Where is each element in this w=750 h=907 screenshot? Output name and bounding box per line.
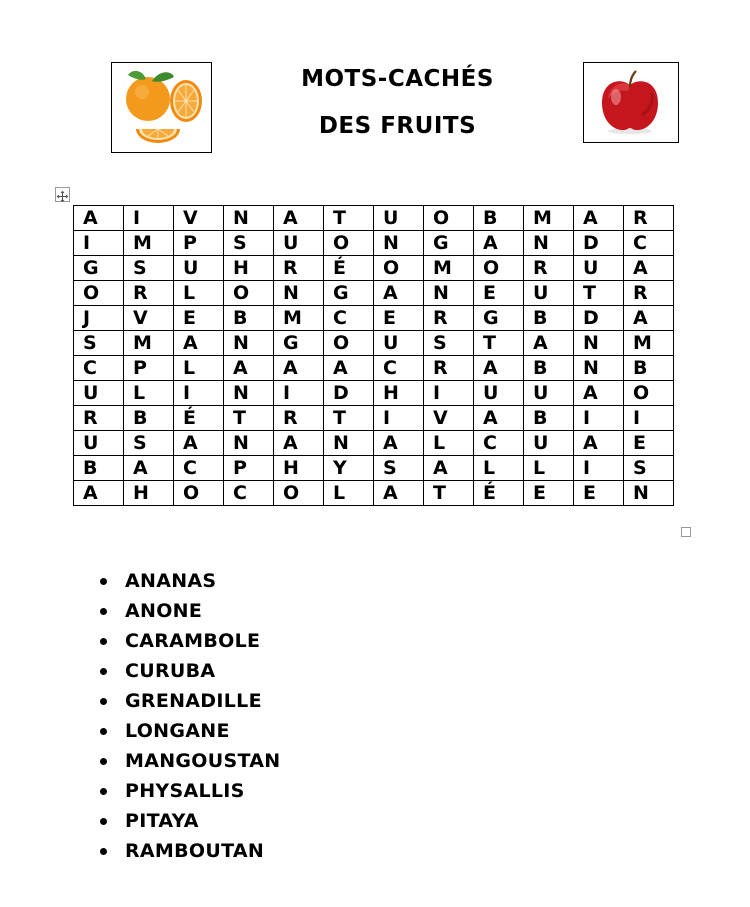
move-arrows-icon <box>56 190 69 203</box>
grid-cell[interactable]: T <box>474 331 524 356</box>
bullet-icon <box>100 758 107 765</box>
grid-cell[interactable]: A <box>274 206 324 231</box>
grid-cell[interactable]: L <box>324 481 374 506</box>
grid-cell[interactable]: L <box>524 456 574 481</box>
grid-cell[interactable]: É <box>174 406 224 431</box>
grid-cell[interactable]: T <box>424 481 474 506</box>
grid-cell[interactable]: J <box>74 306 124 331</box>
grid-cell[interactable]: A <box>324 356 374 381</box>
grid-cell[interactable]: N <box>624 481 674 506</box>
grid-cell[interactable]: H <box>374 381 424 406</box>
grid-row <box>74 331 674 356</box>
grid-cell[interactable]: U <box>274 231 324 256</box>
grid-cell[interactable]: O <box>324 331 374 356</box>
grid-cell[interactable]: E <box>574 481 624 506</box>
grid-cell[interactable]: L <box>424 431 474 456</box>
grid-cell[interactable]: I <box>274 381 324 406</box>
grid-cell[interactable]: O <box>324 231 374 256</box>
grid-cell[interactable]: U <box>524 431 574 456</box>
grid-cell[interactable]: A <box>574 381 624 406</box>
grid-cell[interactable]: É <box>474 481 524 506</box>
grid-cell[interactable]: G <box>324 281 374 306</box>
grid-cell[interactable]: R <box>74 406 124 431</box>
grid-cell[interactable]: N <box>224 331 274 356</box>
grid-cell[interactable]: H <box>274 456 324 481</box>
grid-cell[interactable]: V <box>124 306 174 331</box>
grid-cell[interactable]: A <box>624 256 674 281</box>
grid-cell[interactable]: L <box>474 456 524 481</box>
grid-row <box>74 281 674 306</box>
grid-cell[interactable]: S <box>424 331 474 356</box>
grid-cell[interactable]: H <box>124 481 174 506</box>
grid-cell[interactable]: É <box>324 256 374 281</box>
grid-cell[interactable]: A <box>374 431 424 456</box>
grid-cell[interactable]: A <box>274 356 324 381</box>
grid-cell[interactable]: S <box>124 256 174 281</box>
grid-cell[interactable]: O <box>474 256 524 281</box>
grid-cell[interactable]: E <box>524 481 574 506</box>
list-item <box>96 657 280 687</box>
grid-cell[interactable]: P <box>124 356 174 381</box>
grid-cell[interactable]: O <box>224 281 274 306</box>
grid-row <box>74 431 674 456</box>
grid-cell[interactable]: A <box>474 406 524 431</box>
grid-cell[interactable]: U <box>524 381 574 406</box>
bullet-icon <box>100 698 107 705</box>
grid-cell[interactable]: B <box>524 356 574 381</box>
grid-cell[interactable]: T <box>324 206 374 231</box>
word-search-grid <box>73 205 674 506</box>
grid-cell[interactable]: V <box>174 206 224 231</box>
grid-cell[interactable]: A <box>124 456 174 481</box>
grid-cell[interactable]: A <box>524 331 574 356</box>
list-item <box>96 747 280 777</box>
grid-cell[interactable]: O <box>74 281 124 306</box>
grid-cell[interactable]: U <box>74 381 124 406</box>
word-label: LONGANE <box>125 720 230 742</box>
grid-cell[interactable]: B <box>74 456 124 481</box>
bullet-icon <box>100 578 107 585</box>
grid-cell[interactable]: G <box>424 231 474 256</box>
grid-cell[interactable]: I <box>174 381 224 406</box>
grid-cell[interactable]: E <box>174 306 224 331</box>
grid-row <box>74 256 674 281</box>
grid-cell[interactable]: L <box>174 281 224 306</box>
grid-cell[interactable]: P <box>224 456 274 481</box>
word-label: CURUBA <box>125 660 216 682</box>
grid-cell[interactable]: S <box>224 231 274 256</box>
table-move-handle[interactable] <box>55 187 70 202</box>
grid-cell[interactable]: C <box>174 456 224 481</box>
word-list <box>96 567 280 867</box>
oranges-image <box>111 62 212 153</box>
grid-cell[interactable]: S <box>74 331 124 356</box>
grid-row <box>74 381 674 406</box>
grid-cell[interactable]: I <box>624 406 674 431</box>
list-item <box>96 597 280 627</box>
grid-cell[interactable]: M <box>274 306 324 331</box>
grid-row <box>74 481 674 506</box>
grid-cell[interactable]: N <box>574 356 624 381</box>
bullet-icon <box>100 788 107 795</box>
table-resize-handle[interactable] <box>681 527 691 537</box>
grid-cell[interactable]: S <box>124 431 174 456</box>
grid-cell[interactable]: T <box>574 281 624 306</box>
grid-cell[interactable]: A <box>374 281 424 306</box>
grid-cell[interactable]: U <box>474 381 524 406</box>
grid-cell[interactable]: C <box>624 231 674 256</box>
apple-icon <box>584 63 678 142</box>
bullet-icon <box>100 848 107 855</box>
grid-cell[interactable]: E <box>474 281 524 306</box>
grid-cell[interactable]: N <box>224 381 274 406</box>
grid-cell[interactable]: N <box>374 231 424 256</box>
oranges-icon <box>112 63 211 152</box>
grid-cell[interactable]: V <box>424 406 474 431</box>
grid-cell[interactable]: I <box>124 206 174 231</box>
grid-cell[interactable]: C <box>74 356 124 381</box>
grid-cell[interactable]: A <box>424 456 474 481</box>
grid-cell[interactable]: M <box>524 206 574 231</box>
grid-cell[interactable]: B <box>524 306 574 331</box>
grid-cell[interactable]: O <box>624 381 674 406</box>
grid-cell[interactable]: U <box>574 256 624 281</box>
grid-cell[interactable]: B <box>124 406 174 431</box>
grid-cell[interactable]: B <box>524 406 574 431</box>
grid-cell[interactable]: U <box>374 206 424 231</box>
grid-cell[interactable]: U <box>174 256 224 281</box>
grid-cell[interactable]: O <box>174 481 224 506</box>
grid-cell[interactable]: S <box>374 456 424 481</box>
grid-cell[interactable]: T <box>324 406 374 431</box>
grid-cell[interactable]: I <box>574 456 624 481</box>
grid-cell[interactable]: G <box>474 306 524 331</box>
grid-cell[interactable]: C <box>374 356 424 381</box>
list-item <box>96 807 280 837</box>
grid-cell[interactable]: A <box>574 206 624 231</box>
grid-row <box>74 456 674 481</box>
grid-cell[interactable]: G <box>74 256 124 281</box>
grid-cell[interactable]: R <box>274 256 324 281</box>
word-label: RAMBOUTAN <box>125 840 265 862</box>
grid-cell[interactable]: D <box>324 381 374 406</box>
grid-cell[interactable]: I <box>424 381 474 406</box>
grid-cell[interactable]: O <box>424 206 474 231</box>
list-item <box>96 687 280 717</box>
grid-cell[interactable]: A <box>274 431 324 456</box>
bullet-icon <box>100 818 107 825</box>
grid-cell[interactable]: N <box>524 231 574 256</box>
grid-cell[interactable]: N <box>424 281 474 306</box>
grid-cell[interactable]: R <box>624 206 674 231</box>
grid-cell[interactable]: U <box>74 431 124 456</box>
grid-cell[interactable]: G <box>274 331 324 356</box>
list-item <box>96 627 280 657</box>
bullet-icon <box>100 668 107 675</box>
word-label: GRENADILLE <box>125 690 262 712</box>
grid-cell[interactable]: A <box>74 481 124 506</box>
list-item <box>96 837 280 867</box>
grid-cell[interactable]: I <box>574 406 624 431</box>
grid-cell[interactable]: R <box>524 256 574 281</box>
grid-cell[interactable]: E <box>624 431 674 456</box>
grid-cell[interactable]: A <box>574 431 624 456</box>
grid-cell[interactable]: R <box>624 281 674 306</box>
grid-cell[interactable]: O <box>274 481 324 506</box>
grid-cell[interactable]: R <box>274 406 324 431</box>
grid-cell[interactable]: M <box>124 331 174 356</box>
word-label: ANONE <box>125 600 203 622</box>
grid-row <box>74 356 674 381</box>
grid-cell[interactable]: R <box>124 281 174 306</box>
grid-cell[interactable]: B <box>474 206 524 231</box>
grid-cell[interactable]: U <box>524 281 574 306</box>
grid-cell[interactable]: M <box>124 231 174 256</box>
grid-cell[interactable]: N <box>224 431 274 456</box>
grid-cell[interactable]: A <box>174 431 224 456</box>
grid-cell[interactable]: A <box>374 481 424 506</box>
grid-cell[interactable]: M <box>624 331 674 356</box>
bullet-icon <box>100 608 107 615</box>
grid-cell[interactable]: T <box>224 406 274 431</box>
grid-cell[interactable]: N <box>574 331 624 356</box>
grid-cell[interactable]: H <box>224 256 274 281</box>
list-item <box>96 717 280 747</box>
grid-cell[interactable]: L <box>124 381 174 406</box>
grid-cell[interactable]: P <box>174 231 224 256</box>
word-label: ANANAS <box>125 570 217 592</box>
grid-cell[interactable]: A <box>474 231 524 256</box>
grid-cell[interactable]: Y <box>324 456 374 481</box>
grid-row <box>74 306 674 331</box>
grid-cell[interactable]: L <box>174 356 224 381</box>
grid-cell[interactable]: C <box>224 481 274 506</box>
grid-cell[interactable]: C <box>324 306 374 331</box>
grid-cell[interactable]: R <box>424 306 474 331</box>
grid-cell[interactable]: A <box>174 331 224 356</box>
grid-cell[interactable]: U <box>374 331 424 356</box>
grid-cell[interactable]: S <box>624 456 674 481</box>
grid-cell[interactable]: I <box>374 406 424 431</box>
grid-cell[interactable]: N <box>224 206 274 231</box>
grid-cell[interactable]: E <box>374 306 424 331</box>
bullet-icon <box>100 728 107 735</box>
bullet-icon <box>100 638 107 645</box>
grid-cell[interactable]: I <box>74 231 124 256</box>
grid-cell[interactable]: N <box>324 431 374 456</box>
word-label: MANGOUSTAN <box>125 750 281 772</box>
word-label: PITAYA <box>125 810 199 832</box>
grid-cell[interactable]: O <box>374 256 424 281</box>
grid-row <box>74 406 674 431</box>
grid-cell[interactable]: M <box>424 256 474 281</box>
grid-cell[interactable]: N <box>274 281 324 306</box>
grid-cell[interactable]: D <box>574 306 624 331</box>
word-label: PHYSALLIS <box>125 780 245 802</box>
grid-cell[interactable]: R <box>424 356 474 381</box>
page-subtitle: DES FRUITS <box>318 113 477 139</box>
grid-cell[interactable]: A <box>224 356 274 381</box>
grid-row <box>74 206 674 231</box>
page-title: MOTS-CACHÉS <box>301 66 494 92</box>
apple-image <box>583 62 679 143</box>
grid-cell[interactable]: B <box>224 306 274 331</box>
grid-cell[interactable]: A <box>624 306 674 331</box>
list-item <box>96 777 280 807</box>
grid-cell[interactable]: A <box>474 356 524 381</box>
grid-cell[interactable]: B <box>624 356 674 381</box>
word-label: CARAMBOLE <box>125 630 261 652</box>
grid-row <box>74 231 674 256</box>
list-item <box>96 567 280 597</box>
grid-cell[interactable]: A <box>74 206 124 231</box>
grid-cell[interactable]: D <box>574 231 624 256</box>
grid-cell[interactable]: C <box>474 431 524 456</box>
